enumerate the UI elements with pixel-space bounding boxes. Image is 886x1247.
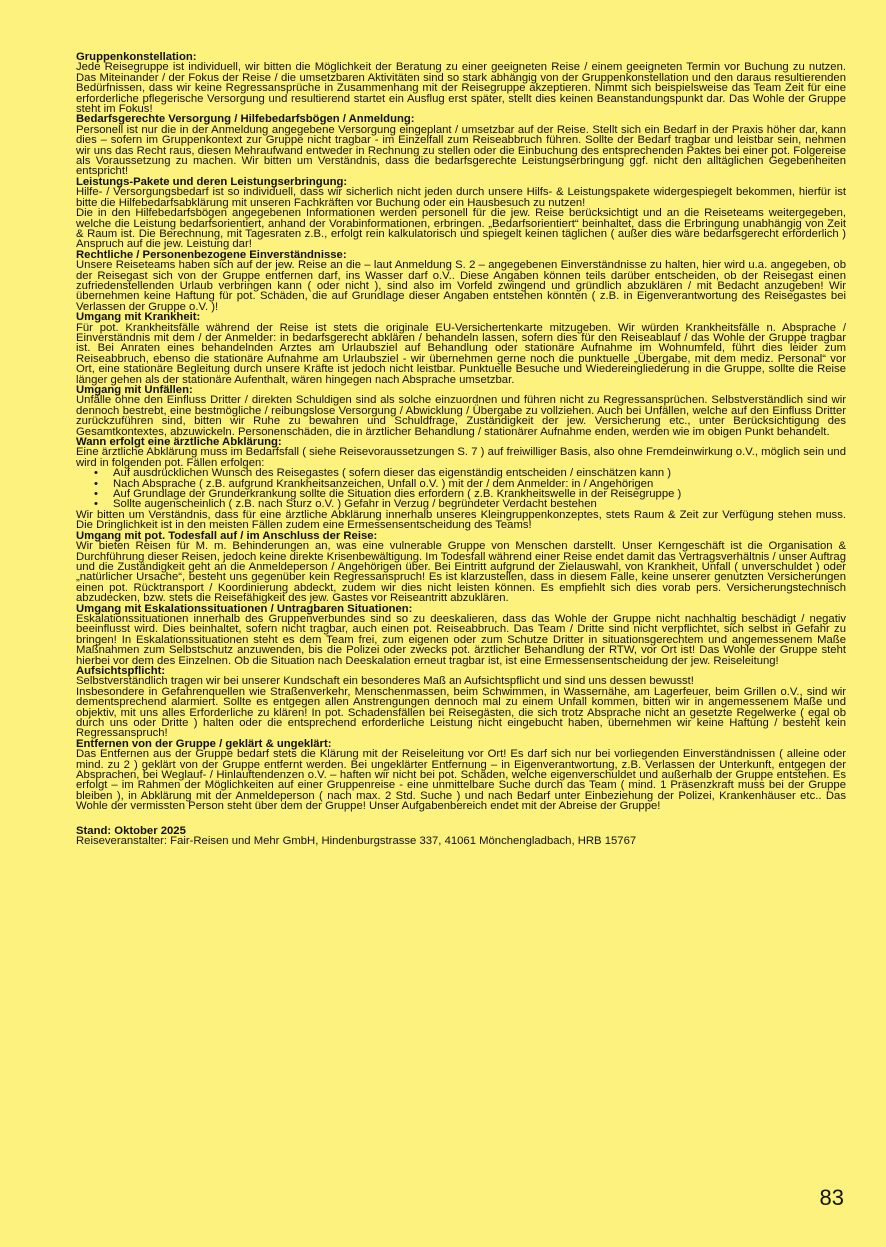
section bbox=[76, 312, 846, 385]
page-number: 83 bbox=[819, 1185, 844, 1210]
bullet-list bbox=[76, 468, 846, 510]
sections-container bbox=[76, 52, 846, 812]
section-paragraph: Eine ärztliche Abklärung muss im Bedarfsfall ( siehe Reisevoraussetzungen S. 7 ) auf freiwilliger Basis, also ohne Fremdeinwirkung o.V., möglich sein und wird in folgenden pot. Fällen erfolgen: bbox=[76, 446, 846, 469]
section-heading: Gruppenkonstellation: bbox=[76, 51, 197, 63]
section-paragraph: Unfälle ohne den Einfluss Dritter / direkten Schuldigen sind als solche einzuordnen und führen nicht zu Regressansprüchen. Selbstverständlich sind wir dennoch bestrebt, eine bestmögliche / reibungslose Versorgung / Abwicklung / Übergabe zu vollziehen. Auch bei Unfällen, welche auf den Einfluss Dritter zurückzuführen sind, bitten wir Ruhe zu bewahren und Schuldfrage, Zuständigkeit der jew. Versicherung etc., unter Berücksichtigung des Gesamtkontextes, abzuwickeln. Personenschäden, die in ärztlicher Behandlung / stationärer Aufnahme enden, werden wie im obigen Punkt behandelt. bbox=[76, 394, 846, 438]
bullet-item: • Auf Grundlage der Grunderkrankung sollte die Situation dies erfordern ( z.B. Krankheitswelle in der Reisegruppe ) bbox=[113, 489, 846, 499]
section bbox=[76, 531, 846, 604]
spacer bbox=[76, 812, 846, 826]
section-paragraph: Die in den Hilfebedarfsbögen angegebenen Informationen werden personell für die jew. Reise berücksichtigt und an die Reiseteams weitergegeben, welche die Leistung bedarfsorientiert, anhand der Vorabinformationen, erbringen. „Bedarfsorientiert“ beinhaltet, dass die Erbringung unabhängig von Zeit & Raum ist. Die Berechnung, mit Tagesraten z.B., erfolgt rein kalkulatorisch und spiegelt keinen täglichen ( außer dies wäre bedarfsgerecht erforderlich ) Anspruch auf die jew. Leistung dar! bbox=[76, 207, 846, 251]
section-heading: Umgang mit Eskalationssituationen / Untragbaren Situationen: bbox=[76, 602, 413, 615]
section-heading: Umgang mit Krankheit: bbox=[76, 311, 201, 324]
bullet-item: • Nach Absprache ( z.B. aufgrund Krankheitsanzeichen, Unfall o.V. ) mit der / dem Anmelder: in / Angehörigen bbox=[113, 479, 846, 489]
section-heading: Entfernen von der Gruppe / geklärt & ungeklärt: bbox=[76, 737, 332, 750]
section-heading: Aufsichtspflicht: bbox=[76, 664, 166, 677]
section bbox=[76, 437, 846, 531]
section bbox=[76, 666, 846, 739]
section-heading: Umgang mit Unfällen: bbox=[76, 384, 193, 396]
section-paragraph: Selbstverständlich tragen wir bei unserer Kundschaft ein besonderes Maß an Aufsichtspflicht und sind uns dessen bewusst! bbox=[76, 675, 694, 688]
section-paragraph: Personell ist nur die in der Anmeldung angegebene Versorgung eingeplant / umsetzbar auf der Reise. Stellt sich ein Bedarf in der Praxis höher dar, kann dies – sofern im Gruppenkontext zur Gruppe nicht tragbar - im Einzelfall zum Reiseabbruch führen. Sollte der Bedarf tragbar und leistbar sein, nehmen wir uns das Recht raus, diesen Mehraufwand entweder in Rechnung zu stellen oder die Einbuchung des entsprechenden Paktes bei einer pot. Folgereise als Voraussetzung zu machen. Wir bitten um Verständnis, dass die bedarfsgerechte Leistungserbringung ggf. nicht den alltäglichen Gegebenheiten entspricht! bbox=[76, 123, 846, 178]
section bbox=[76, 177, 846, 250]
section bbox=[76, 739, 846, 812]
section-paragraph: Jede Reisegruppe ist individuell, wir bitten die Möglichkeit der Beratung zu einer geeigneten Reise / einem geeigneten Termin vor Buchung zu nutzen. Das Miteinander / der Fokus der Reise / die umsetzbaren Aktivitäten sind so stark abhängig von der Gruppenkonstellation und den daraus resultierenden Bedürfnissen, dass wir keine Regressansprüche in Zusammenhang mit der Reisegruppe akzeptieren. Nimmt sich beispielsweise das Team Zeit für eine erforderliche pflegerische Versorgung und resultierend startet ein Ausflug erst später, stellt dies keinen Beanstandungspunkt dar. Das Wohle der Gruppe steht im Fokus! bbox=[76, 61, 846, 116]
document-body bbox=[76, 52, 846, 846]
section-paragraph: Wir bieten Reisen für M. m. Behinderungen an, was eine vulnerable Gruppe von Menschen darstellt. Unser Kerngeschäft ist die Organisation & Durchführung dieser Reisen, jedoch keine direkte Krisenbewältigung. Im Todesfall während einer Reise endet damit das Vertragsverhältnis / unser Auftrag und die Zuständigkeit geht an die Anmeldeperson / Angehörigen über. Bei Eintritt aufgrund der Zielauswahl, von Krankheit, Unfall ( unverschuldet ) oder „natürlicher Ursache“, besteht uns gegenüber kein Regressanspruch! Es ist klarzustellen, dass in diesem Falle, keine unserer genutzten Versicherungen einen pot. Rücktransport / Koordinierung abdeckt, zudem wir dies nicht leisten können. Es empfiehlt sich dies vorab pers. Versicherungstechnisch abzudecken, bzw. stets die Reisefähigkeit des jew. Gastes vor Reiseantritt abzuklären. bbox=[76, 540, 846, 605]
section-heading: Bedarfsgerechte Versorgung / Hilfebedarfsbögen / Anmeldung: bbox=[76, 113, 415, 126]
section-paragraph: Wir bitten um Verständnis, dass für eine ärztliche Abklärung innerhalb unseres Kleingruppenkonzeptes, stets Raum & Zeit zur Verfügung stehen muss. Die Dringlichkeit ist in den meisten Fällen zudem eine Ermessensentscheidung des Teams! bbox=[76, 508, 846, 532]
section-heading: Umgang mit pot. Todesfall auf / im Anschluss der Reise: bbox=[76, 529, 378, 542]
bullet-item: • Sollte augenscheinlich ( z.B. nach Sturz o.V. ) Gefahr in Verzug / begründeter Verdacht bestehen bbox=[113, 499, 846, 509]
organizer-info: Reiseveranstalter: Fair-Reisen und Mehr GmbH, Hindenburgstrasse 337, 41061 Mönchengladbach, HRB 15767 bbox=[76, 835, 637, 848]
section-heading: Wann erfolgt eine ärztliche Abklärung: bbox=[76, 436, 282, 449]
bullet-item: • Auf ausdrücklichen Wunsch des Reisegastes ( sofern dieser das eigenständig entscheiden / einschätzen kann ) bbox=[113, 468, 846, 478]
section-paragraph: Insbesondere in Gefahrenquellen wie Straßenverkehr, Menschenmassen, beim Schwimmen, in Wassernähe, am Lagerfeuer, beim Grillen o.V., sind wir dementsprechend alarmiert. Sollte es entgegen allen Anstrengungen dennoch mal zu einem Unfall kommen, bitten wir in angemessenem Maße und objektiv, mit uns alles Erforderliche zu klären! In pot. Schadensfällen bei Reisegästen, die sich trotz Absprache nicht an gesetzte Regelwerke ( egal ob durch uns oder Dritte ) halten oder die entsprechend erforderliche Leistung nicht eingebucht haben, übernehmen wir keine Haftung / besteht kein Regressanspruch! bbox=[76, 685, 846, 740]
stand-date: Stand: Oktober 2025 bbox=[76, 824, 186, 837]
section-paragraph: Für pot. Krankheitsfälle während der Reise ist stets die originale EU-Versichertenkarte mitzugeben. Wir würden Krankheitsfälle n. Absprache / Einverständnis mit dem / der Anmelder: in bedarfsgerecht abklären / behandeln lassen, sofern dies für den Reiseablauf / das Wohle der Gruppe tragbar ist. Bei Anraten eines behandelnden Arztes am Urlaubsziel auf Behandlung oder stationäre Aufnahme im Wohnumfeld, führt dies leider zum Reiseabbruch, ebenso die stationäre Aufnahme am Urlaubsziel - wir übernehmen gerne noch die punktuelle „Übergabe, mit dem mediz. Personal“ vor Ort, eine stationäre Begleitung durch unsere Kräfte ist jedoch nicht leistbar. Punktuelle Besuche und Wiedereingliederung in die Gruppe, sollte die Reise länger gehen als der stationäre Aufenthalt, wären hingegen nach Absprache umsetzbar. bbox=[76, 321, 846, 386]
section-heading: Leistungs-Pakete und deren Leistungserbringung: bbox=[76, 175, 348, 188]
section bbox=[76, 250, 846, 312]
section bbox=[76, 52, 846, 114]
section bbox=[76, 604, 846, 666]
section bbox=[76, 385, 846, 437]
section-heading: Rechtliche / Personenbezogene Einverständnisse: bbox=[76, 248, 347, 261]
section bbox=[76, 114, 846, 176]
section-paragraph: Das Entfernen aus der Gruppe bedarf stets die Klärung mit der Reiseleitung vor Ort! Es darf sich nur bei vorliegenden Einverständnissen ( alleine oder mind. zu 2 ) geklärt von der Gruppe entfernt werden. Bei ungeklärter Entfernung – in Eigenverantwortung, z.B. Verlassen der Unterkunft, entgegen der Absprachen, bei Weglauf- / Hinlauftendenzen o.V. – haften wir nicht bei pot. Schäden, welche eigenverschuldet und außerhalb der Gruppe entstehen. Es erfolgt – im Rahmen der Möglichkeiten auf einer Gruppenreise - eine unmittelbare Suche durch das Team ( mind. 1 Präsenzkraft muss bei der Gruppe bleiben ), in Abklärung mit der Anmeldeperson ( nach max. 2 Std. Suche ) und nach Bedarf unter Einbeziehung der Polizei, Krankenhäuser etc.. Das Wohle der vermissten Person steht über dem der Gruppe! Unser Aufgabenbereich endet mit der Abreise der Gruppe! bbox=[76, 748, 846, 813]
section-paragraph: Eskalationssituationen innerhalb des Gruppenverbundes sind so zu deeskalieren, dass das Wohle der Gruppe nicht nachhaltig beschädigt / negativ beeinflusst wird. Dies beinhaltet, sofern nicht tragbar, auch einen pot. Reiseabbruch. Das Team / Dritte sind nicht verpflichtet, sich selbst in Gefahr zu bringen! In Eskalationssituationen steht es dem Team frei, zum eigenen oder zum Schutze Dritter in situationsgerechtem und angemessenem Maße Maßnahmen zum Selbstschutz anzuwenden, bis die Polizei oder zwecks pot. ärztlicher Behandlung der RTW, vor Ort ist! Das Wohle der Gruppe steht hierbei vor dem des Einzelnen. Ob die Situation nach Deeskalation erneut tragbar ist, ist eine Ermessensentscheidung der jew. Reiseleitung! bbox=[76, 612, 846, 667]
section-paragraph: Hilfe- / Versorgungsbedarf ist so individuell, dass wir sicherlich nicht jeden durch unsere Hilfs- & Leistungspakete widergespiegelt bekommen, hierfür ist bitte die Hilfebedarfsabklärung mit unseren Fachkräften vor Buchung oder ein Hausbesuch zu nutzen! bbox=[76, 186, 846, 209]
section-paragraph: Unsere Reiseteams haben sich auf der jew. Reise an die – laut Anmeldung S. 2 – angegebenen Einverständnisse zu halten, hier wird u.a. angegeben, ob der Reisegast sich von der Gruppe entfernen darf, ins Wasser darf o.V.. Diese Angaben können teils darüber entscheiden, ob der Reisegast einen zufriedenstellenden Urlaub verbringen kann ( oder nicht ), sind also im Vorfeld zwingend und gründlich abzuklären / mit Bedacht anzugeben! Wir übernehmen keine Haftung für pot. Schäden, die auf Grundlage dieser Angaben entstehen könnten ( z.B. in Eigenverantwortung des Reisegastes bei Verlassen der Gruppe o.V. )! bbox=[76, 259, 846, 313]
